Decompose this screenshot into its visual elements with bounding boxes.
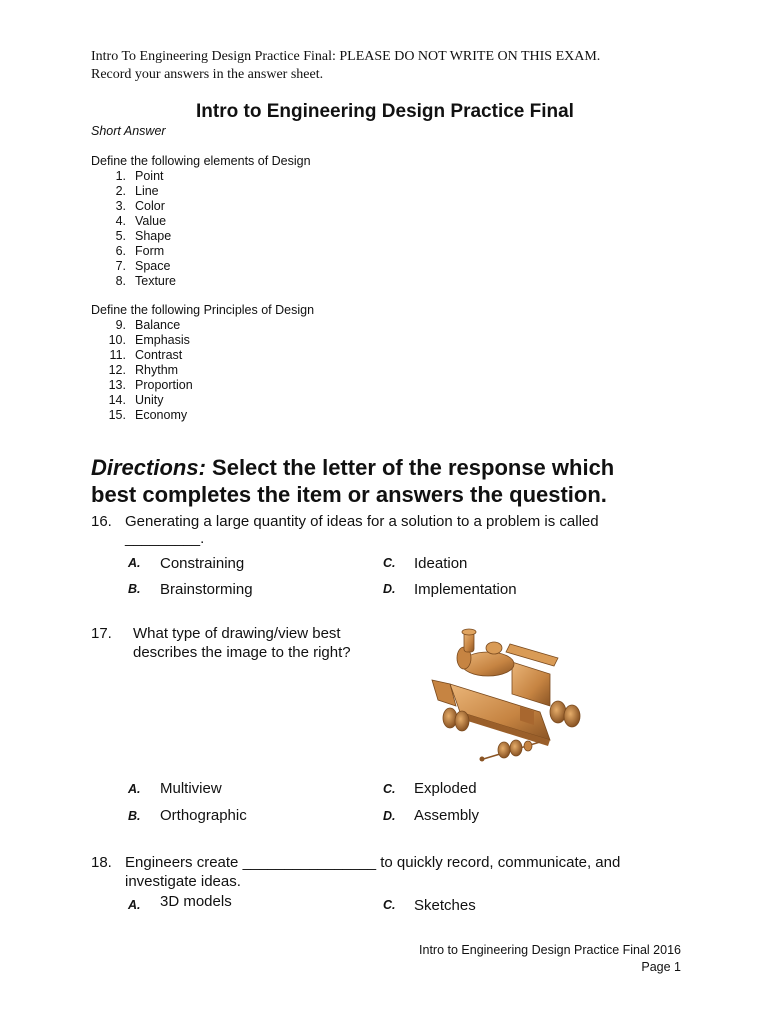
q17-option-d-letter: D. — [383, 809, 396, 823]
q16-option-d[interactable]: Implementation — [414, 581, 517, 598]
page-number: Page 1 — [641, 960, 681, 974]
question-17-number: 17. — [91, 625, 112, 642]
list-item: 14. Unity — [108, 393, 164, 407]
q16-option-b-letter: B. — [128, 582, 141, 596]
question-17-text-2: describes the image to the right? — [133, 644, 351, 661]
q17-option-a-letter: A. — [128, 782, 141, 796]
question-18-text-2: investigate ideas. — [125, 873, 241, 890]
footer-title: Intro to Engineering Design Practice Final 2016 — [419, 943, 681, 957]
list-item: 4. Value — [115, 214, 167, 228]
principles-list — [91, 318, 193, 423]
list-item: 11. Contrast — [109, 348, 183, 362]
q16-option-a[interactable]: Constraining — [160, 555, 245, 572]
q17-option-d[interactable]: Assembly — [414, 807, 480, 824]
list-item: 15. Economy — [108, 408, 188, 422]
list-item: 5. Shape — [115, 229, 172, 243]
q17-option-c[interactable]: Exploded — [414, 780, 477, 797]
q16-option-c-letter: C. — [383, 556, 396, 570]
q18-option-c[interactable]: Sketches — [414, 897, 476, 914]
list-item: 7. Space — [115, 259, 171, 273]
q16-option-c[interactable]: Ideation — [414, 555, 468, 572]
directions-text-1: Select the letter of the response which — [205, 455, 615, 480]
question-16-text: Generating a large quantity of ideas for a solution to a problem is called — [125, 513, 599, 530]
list-item: 1. Point — [115, 169, 164, 183]
list-item: 8. Texture — [115, 274, 176, 288]
q17-option-a[interactable]: Multiview — [160, 780, 222, 797]
list-item: 3. Color — [115, 199, 165, 213]
exploded-train-image — [420, 622, 590, 768]
q18-option-c-letter: C. — [383, 898, 396, 912]
list-item: 12. Rhythm — [108, 363, 179, 377]
q18-option-a-letter: A. — [128, 898, 141, 912]
principles-intro: Define the following Principles of Design — [91, 303, 315, 317]
q16-option-d-letter: D. — [383, 582, 396, 596]
question-16-blank: _________. — [125, 530, 205, 547]
q18-option-a[interactable]: 3D models — [160, 893, 232, 910]
question-16-number: 16. — [91, 513, 112, 530]
list-item: 9. Balance — [115, 318, 181, 332]
exam-instruction-line-1: Intro To Engineering Design Practice Final: PLEASE DO NOT WRITE ON THIS EXAM. — [91, 49, 601, 64]
list-item: 6. Form — [115, 244, 165, 258]
q17-option-b[interactable]: Orthographic — [160, 807, 247, 824]
question-18-number: 18. — [91, 854, 112, 871]
q17-option-c-letter: C. — [383, 782, 396, 796]
section-subtitle: Short Answer — [91, 124, 166, 138]
list-item: 10. Emphasis — [108, 333, 190, 347]
q17-option-b-letter: B. — [128, 809, 141, 823]
list-item: 13. Proportion — [108, 378, 193, 392]
question-18-text-1: Engineers create ________________ to quickly record, communicate, and — [125, 854, 621, 871]
q16-option-a-letter: A. — [128, 556, 141, 570]
directions-lead: Directions: — [91, 455, 206, 480]
q16-option-b[interactable]: Brainstorming — [160, 581, 253, 598]
list-item: 2. Line — [115, 184, 159, 198]
directions-heading — [91, 454, 691, 508]
question-17-text-1: What type of drawing/view best — [133, 625, 341, 642]
elements-intro: Define the following elements of Design — [91, 154, 311, 168]
directions-text-2: best completes the item or answers the question. — [91, 482, 607, 507]
exam-instruction-line-2: Record your answers in the answer sheet. — [91, 67, 324, 82]
elements-list — [91, 169, 176, 289]
page-title: Intro to Engineering Design Practice Final — [196, 101, 574, 122]
page-footer — [419, 942, 681, 976]
